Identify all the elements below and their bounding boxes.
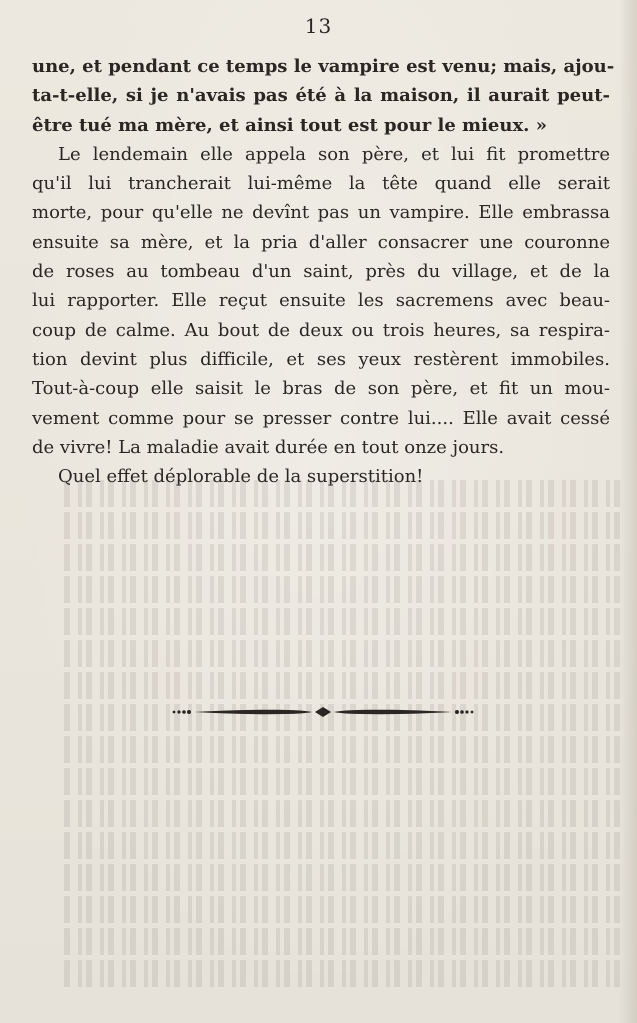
page-number: 13 [304,14,333,38]
text-line: Quel effet déplorable de la superstition! [58,466,424,488]
text-line: Le lendemain elle appela son père, et lui fit promettre [58,143,610,165]
page-edge-shadow [619,0,637,1023]
text-line: Tout-à-coup elle saisit le bras de son père, et fit un mou- [32,378,610,400]
text-line: morte, pour qu'elle ne devînt pas un vampire. Elle embrassa [32,202,610,224]
text-line: ensuite sa mère, et la pria d'aller consacrer une couronne [32,231,610,253]
show-through-bleed [60,480,620,1000]
text-line: être tué ma mère, et ainsi tout est pour le mieux. » [32,114,547,136]
text-line: lui rapporter. Elle reçut ensuite les sacremens avec beau- [32,290,610,312]
text-line: de vivre! La maladie avait durée en tout onze jours. [32,436,505,458]
tail-piece-rule-ornament-icon [170,702,476,722]
text-line: de roses au tombeau d'un saint, près du village, et de la [32,261,610,283]
text-line: qu'il lui trancherait lui-même la tête quand elle serait [32,173,610,195]
text-line: vement comme pour se presser contre lui.... Elle avait cessé [32,407,610,429]
body-text [32,52,615,491]
text-line: coup de calme. Au bout de deux ou trois heures, sa respira- [32,319,610,341]
text-line: une, et pendant ce temps le vampire est venu; mais, ajou- [32,56,615,77]
text-line: ta-t-elle, si je n'avais pas été à la maison, il aurait peut- [32,85,610,107]
text-line: tion devint plus difficile, et ses yeux restèrent immobiles. [32,348,610,370]
